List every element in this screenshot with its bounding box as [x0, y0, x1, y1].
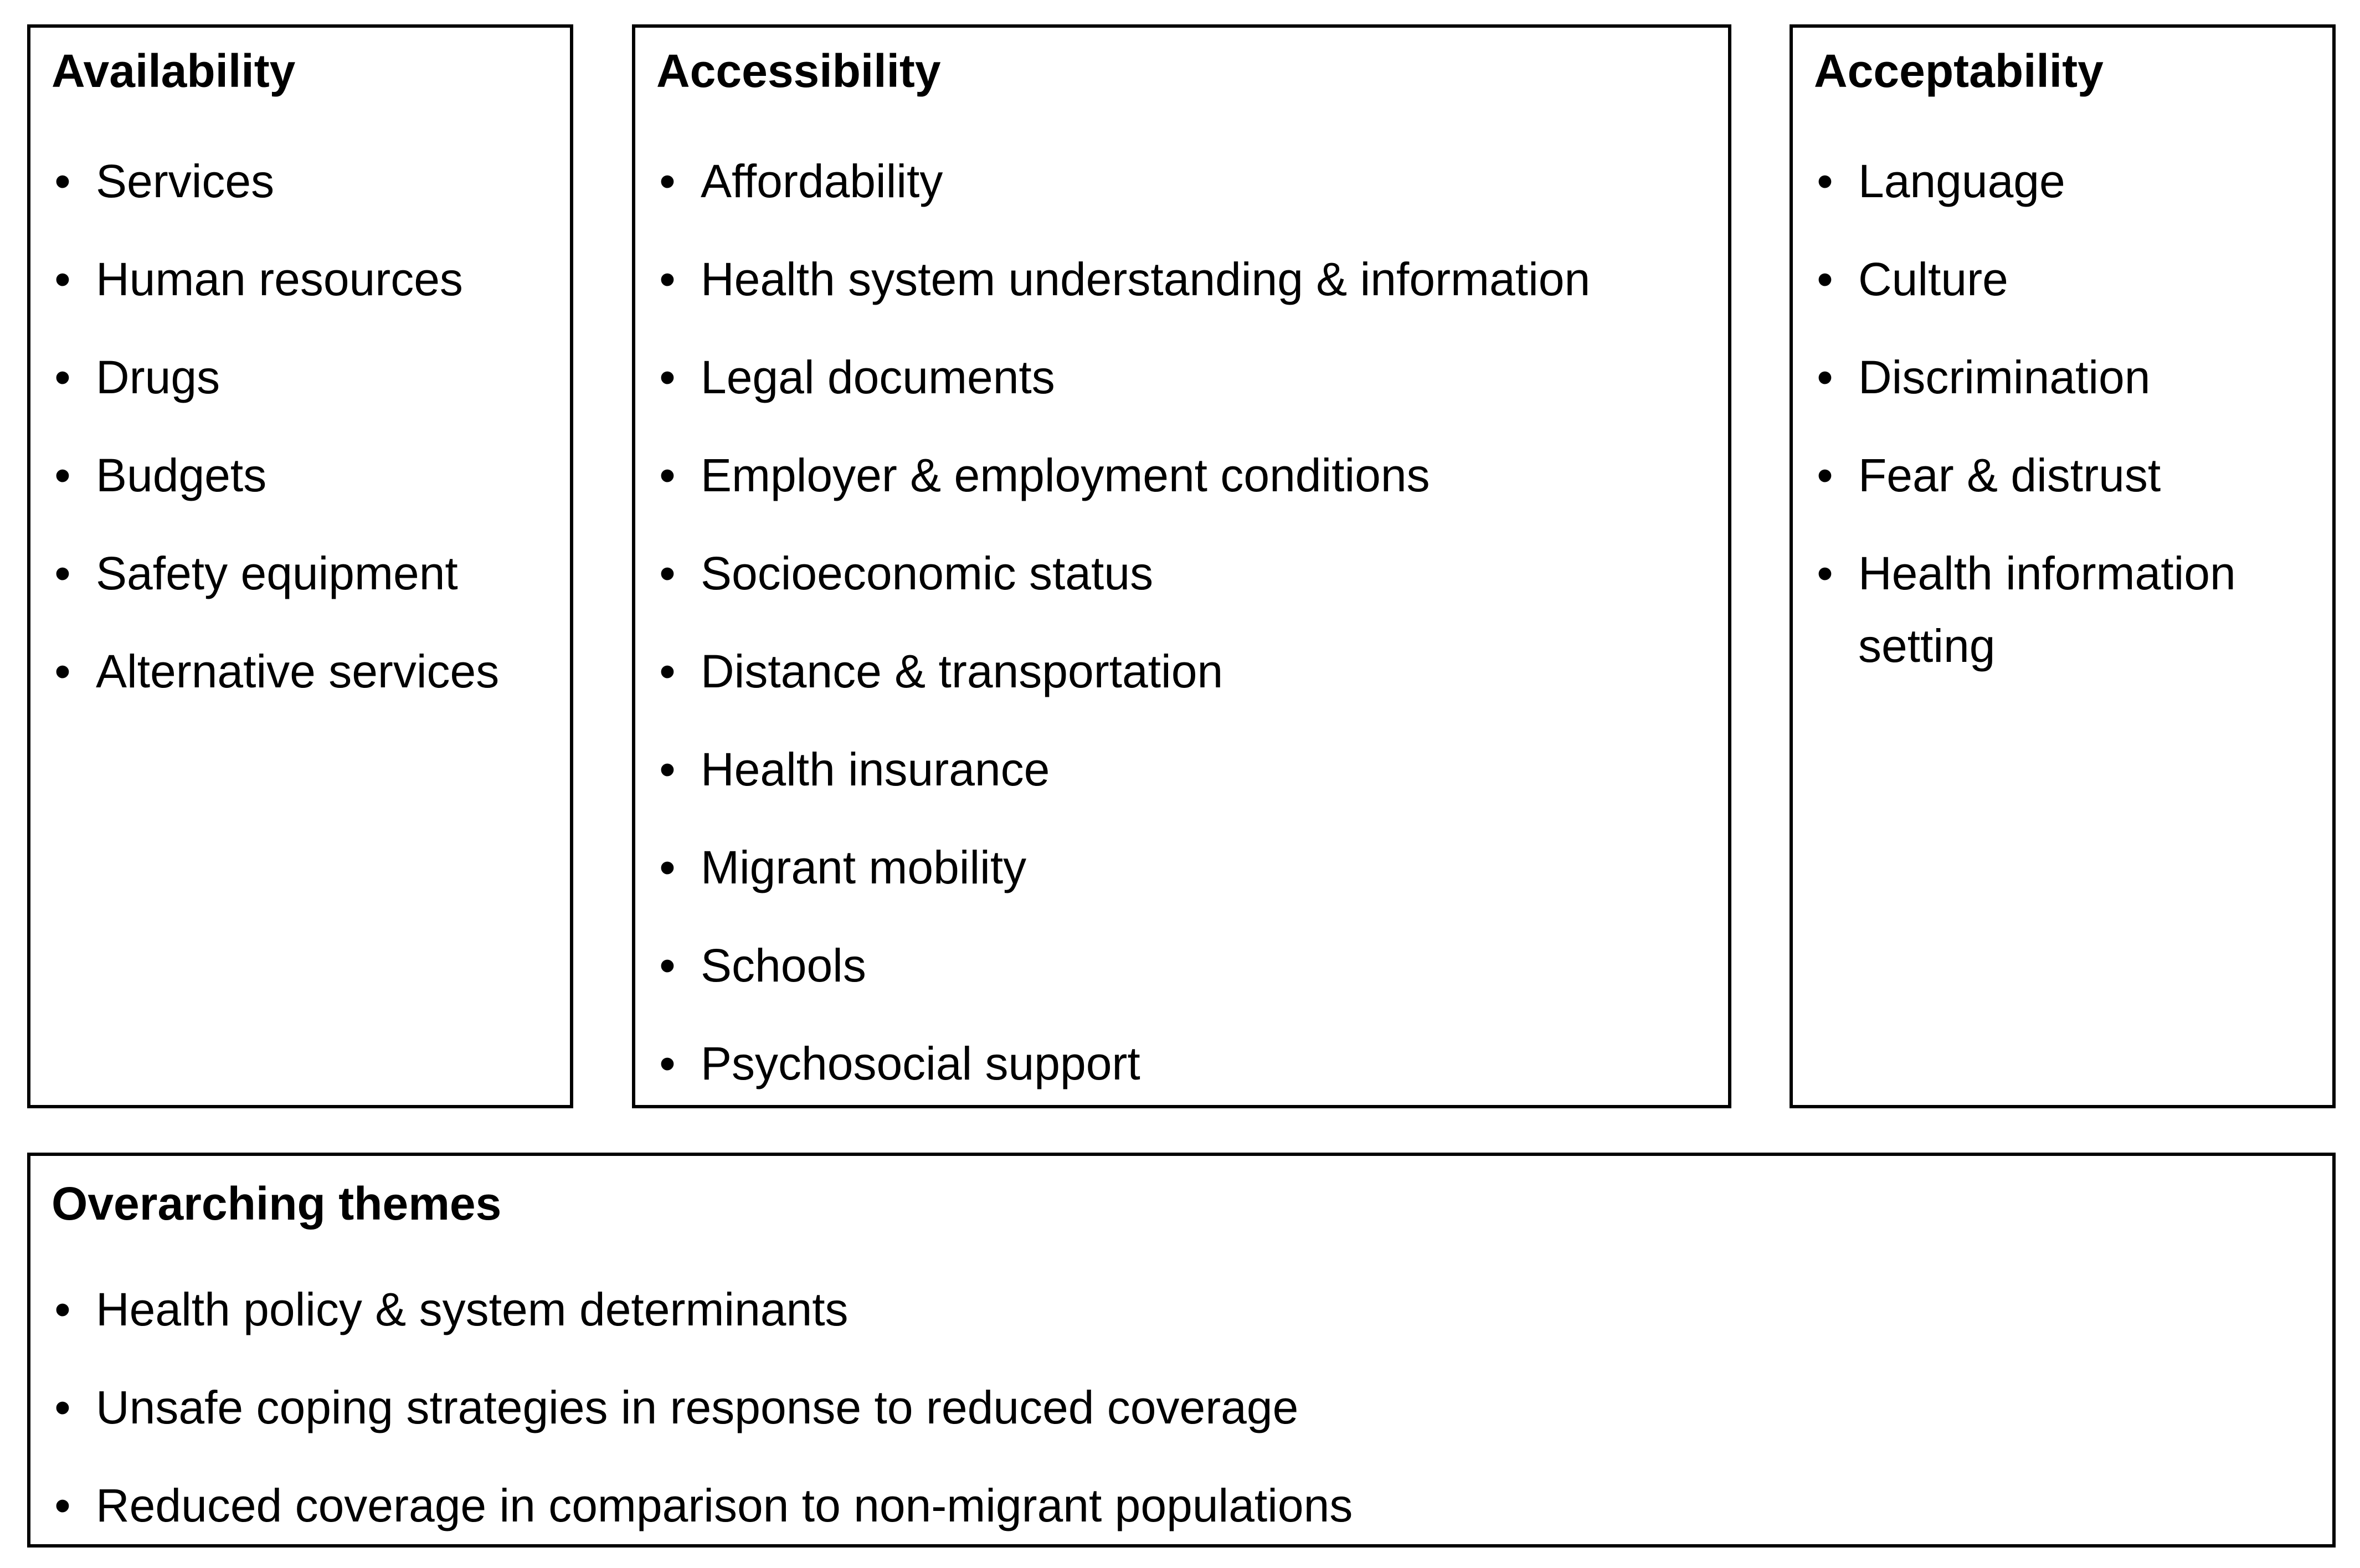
availability-list: [52, 145, 564, 733]
bullet-icon: •: [54, 547, 71, 599]
bullet-icon: •: [659, 841, 676, 893]
accessibility-box: [632, 24, 1731, 1108]
list-item-label: Services: [96, 155, 275, 207]
list-item: [656, 341, 1723, 414]
bullet-icon: •: [1817, 155, 1833, 207]
list-item: [1814, 243, 2327, 316]
bullet-icon: •: [659, 155, 676, 207]
bullet-icon: •: [659, 547, 676, 599]
bullet-icon: •: [659, 449, 676, 501]
list-item: [52, 635, 564, 708]
bullet-icon: •: [659, 939, 676, 991]
list-item-label: Health policy & system determinants: [96, 1283, 849, 1335]
accessibility-title: Accessibility: [656, 45, 941, 97]
list-item-label: Affordability: [701, 155, 943, 207]
list-item: [52, 537, 564, 610]
bullet-icon: •: [659, 645, 676, 697]
list-item-label: Drugs: [96, 351, 220, 403]
bullet-icon: •: [54, 645, 71, 697]
bullet-icon: •: [1817, 547, 1833, 599]
overarching-themes-title: Overarching themes: [52, 1178, 502, 1230]
list-item-label: Health system understanding & information: [701, 253, 1591, 305]
list-item: [656, 1027, 1723, 1100]
bullet-icon: •: [54, 155, 71, 207]
list-item: [656, 145, 1723, 218]
list-item: [1814, 145, 2327, 218]
list-item: [1814, 537, 2327, 682]
list-item: [656, 831, 1723, 904]
list-item: [1814, 341, 2327, 414]
list-item: [656, 635, 1723, 708]
accessibility-list: [656, 145, 1723, 1125]
list-item-label: Migrant mobility: [701, 841, 1027, 893]
list-item: [656, 537, 1723, 610]
list-item-label: Legal documents: [701, 351, 1055, 403]
overarching-themes-list: [52, 1273, 2327, 1567]
acceptability-list: [1814, 145, 2327, 708]
list-item-label: Distance & transportation: [701, 645, 1223, 697]
list-item-label: Unsafe coping strategies in response to reduced coverage: [96, 1381, 1299, 1433]
bullet-icon: •: [659, 1037, 676, 1089]
list-item-label: Discrimination: [1858, 351, 2151, 403]
bullet-icon: •: [54, 1479, 71, 1531]
bullet-icon: •: [1817, 253, 1833, 305]
bullet-icon: •: [54, 1283, 71, 1335]
list-item-label: Schools: [701, 939, 866, 991]
list-item-label: Reduced coverage in comparison to non-migrant populations: [96, 1479, 1353, 1531]
list-item: [656, 439, 1723, 512]
overarching-themes-box: [27, 1153, 2336, 1548]
list-item-label: Culture: [1858, 253, 2008, 305]
acceptability-box: [1790, 24, 2336, 1108]
list-item: [1814, 439, 2327, 512]
list-item-label: Socioeconomic status: [701, 547, 1154, 599]
bullet-icon: •: [54, 1381, 71, 1433]
list-item-label: Language: [1858, 155, 2065, 207]
availability-box: [27, 24, 573, 1108]
list-item: [656, 243, 1723, 316]
bullet-icon: •: [54, 253, 71, 305]
list-item: [52, 145, 564, 218]
bullet-icon: •: [659, 743, 676, 795]
list-item-label: Alternative services: [96, 645, 500, 697]
list-item-label: Human resources: [96, 253, 463, 305]
list-item-label: Safety equipment: [96, 547, 458, 599]
bullet-icon: •: [659, 253, 676, 305]
acceptability-title: Acceptability: [1814, 45, 2104, 97]
list-item-label: Psychosocial support: [701, 1037, 1140, 1089]
list-item: [52, 341, 564, 414]
list-item: [656, 733, 1723, 806]
list-item-label: Budgets: [96, 449, 267, 501]
bullet-icon: •: [1817, 351, 1833, 403]
list-item-label: Fear & distrust: [1858, 449, 2161, 501]
list-item: [52, 1371, 2327, 1444]
list-item: [656, 929, 1723, 1002]
bullet-icon: •: [54, 449, 71, 501]
list-item: [52, 439, 564, 512]
bullet-icon: •: [659, 351, 676, 403]
list-item-label: Health information setting: [1858, 547, 2236, 672]
list-item: [52, 243, 564, 316]
bullet-icon: •: [1817, 449, 1833, 501]
list-item: [52, 1469, 2327, 1542]
list-item-label: Health insurance: [701, 743, 1050, 795]
list-item-label: Employer & employment conditions: [701, 449, 1430, 501]
availability-title: Availability: [52, 45, 296, 97]
bullet-icon: •: [54, 351, 71, 403]
list-item: [52, 1273, 2327, 1346]
